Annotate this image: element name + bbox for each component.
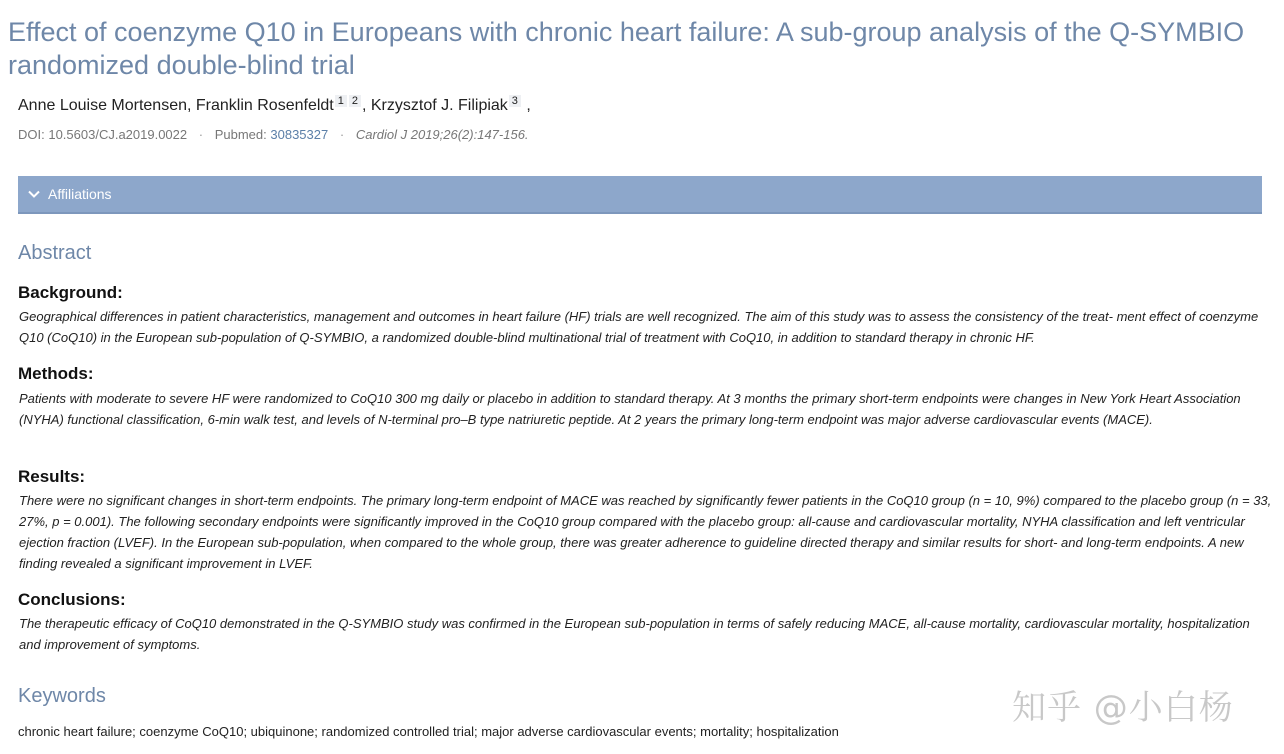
chevron-down-icon bbox=[28, 188, 40, 200]
journal-citation: Cardiol J 2019;26(2):147-156. bbox=[355, 127, 529, 142]
author-name[interactable]: Anne Louise Mortensen, Franklin Rosenfeldt bbox=[18, 97, 334, 114]
author-separator: , bbox=[361, 97, 371, 114]
background-text: Geographical differences in patient characteristics, management and outcomes in heart failure (HF) trials are well recognized. The aim of this study was to assess the consistency of the treat- ment effect of coenzyme Q10 (CoQ10) in the European sub-population of Q-SYMBIO, a randomized double-blind multinational trial of treatment with CoQ10, in addition to standard therapy in chronic HF. bbox=[19, 309, 1259, 345]
doi: DOI: 10.5603/CJ.a2019.0022 bbox=[18, 127, 188, 142]
article-title: Effect of coenzyme Q10 in Europeans with chronic heart failure: A sub-group analysis of the Q-SYMBIO randomized double-blind trial bbox=[8, 17, 1245, 80]
author-name[interactable]: Krzysztof J. Filipiak bbox=[370, 97, 508, 114]
meta-separator: · bbox=[198, 127, 204, 142]
conclusions-heading: Conclusions: bbox=[18, 590, 126, 609]
affiliation-ref[interactable]: 1 bbox=[335, 95, 347, 107]
citation-meta bbox=[18, 127, 529, 143]
methods-text: Patients with moderate to severe HF were randomized to CoQ10 300 mg daily or placebo in addition to standard therapy. At 3 months the primary short-term endpoints were changes in New York Heart Association (NYHA) functional classification, 6-min walk test, and levels of N-terminal pro–B type natriuretic peptide. At 2 years the primary long-term endpoint was major adverse cardiovascular events (MACE). bbox=[19, 391, 1241, 427]
author-list bbox=[18, 95, 531, 117]
abstract-heading: Abstract bbox=[18, 242, 92, 264]
affiliations-toggle[interactable] bbox=[18, 176, 1262, 214]
pubmed-label: Pubmed: bbox=[214, 127, 267, 142]
affiliations-label: Affiliations bbox=[48, 186, 112, 202]
pubmed-link[interactable]: 30835327 bbox=[270, 127, 329, 142]
watermark: 知乎 @小白杨 bbox=[1012, 688, 1234, 728]
keywords-heading: Keywords bbox=[18, 685, 106, 707]
affiliation-ref[interactable]: 3 bbox=[509, 95, 521, 107]
affiliation-ref[interactable]: 2 bbox=[349, 95, 361, 107]
keywords-list: chronic heart failure; coenzyme CoQ10; ubiquinone; randomized controlled trial; major adverse cardiovascular events; mortality; hospitalization bbox=[18, 724, 839, 739]
meta-separator: · bbox=[339, 127, 345, 142]
results-text: There were no significant changes in short-term endpoints. The primary long-term endpoint of MACE was reached by significantly fewer patients in the CoQ10 group (n = 10, 9%) compared to the placebo group (n = 33, 27%, p = 0.001). The following secondary endpoints were significantly improved in the CoQ10 group compared with the placebo group: all-cause and cardiovascular mortality, NYHA classification and left ventricular ejection fraction (LVEF). In the European sub-population, when compared to the whole group, there was greater adherence to guideline directed therapy and similar results for short- and long-term endpoints. A new finding revealed a significant improvement in LVEF. bbox=[19, 493, 1272, 571]
author-separator: , bbox=[521, 97, 531, 114]
methods-heading: Methods: bbox=[18, 364, 94, 383]
conclusions-text: The therapeutic efficacy of CoQ10 demonstrated in the Q-SYMBIO study was confirmed in the European sub-population in terms of safely reducing MACE, all-cause mortality, cardiovascular mortality, hospitalization and improvement of symptoms. bbox=[19, 616, 1250, 652]
background-heading: Background: bbox=[18, 283, 123, 302]
results-heading: Results: bbox=[18, 467, 86, 486]
